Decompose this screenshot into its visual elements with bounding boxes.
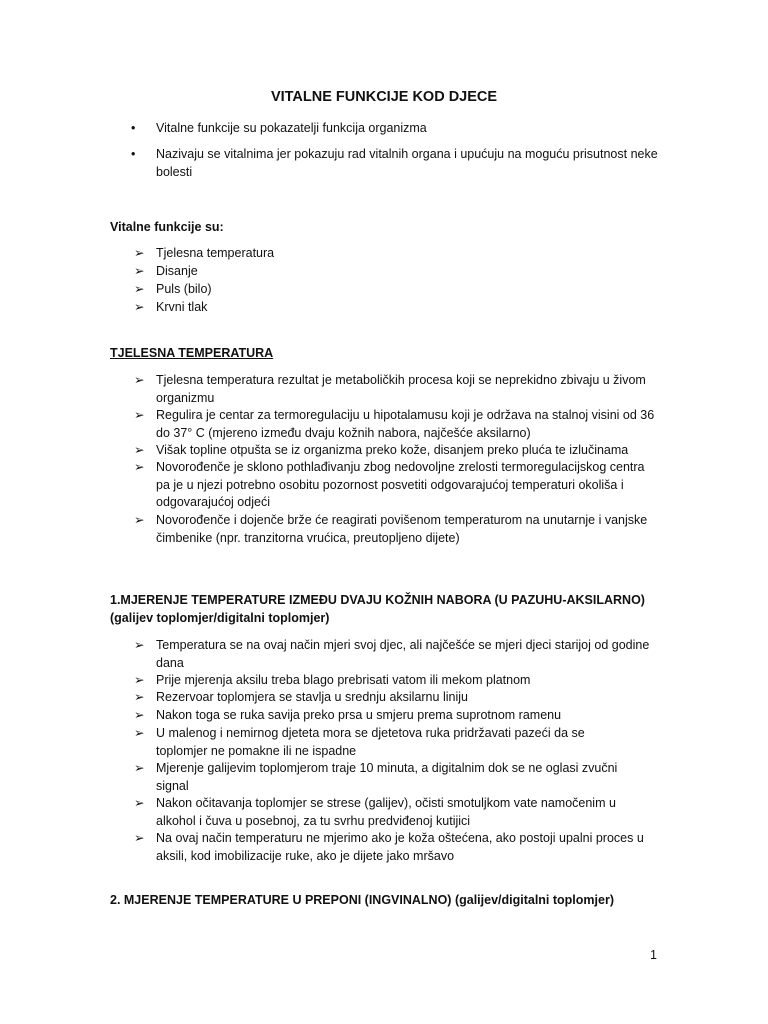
vital-item: Tjelesna temperatura — [156, 246, 275, 260]
temp-item: Tjelesna temperatura rezultat je metaboličkih procesa koji se neprekidno zbivaju u živom organizmu — [156, 373, 646, 405]
section1-item: Na ovaj način temperaturu ne mjerimo ako je koža oštećena, ako postoji upalni proces u aksili, kod imobilizacije ruke, ako je dijete jako mršavo — [156, 831, 644, 863]
vital-item: Disanje — [156, 264, 198, 278]
temp-item: Novorođenče je sklono pothlađivanju zbog nedovoljne zrelosti termoregulacijskog centra pa je u njezi potrebno osobitu pozornost posvetiti odgovarajućoj temperaturi okoliša i odgovarajućoj odjeći — [156, 460, 645, 509]
arrow-bullet-icon: ➢ — [134, 673, 145, 687]
temp-item: Višak topline otpušta se iz organizma preko kože, disanjem preko pluća te izlučinama — [156, 443, 629, 457]
arrow-bullet-icon: ➢ — [134, 264, 145, 278]
arrow-bullet-icon: ➢ — [134, 690, 145, 704]
temp-item: Regulira je centar za termoregulaciju u hipotalamusu koji je održava na stalnoj visini od 36 do 37° C (mjereno između dvaju kožnih nabora, najčešće aksilarno) — [156, 408, 655, 440]
vital-item: Puls (bilo) — [156, 282, 212, 296]
arrow-bullet-icon: ➢ — [134, 373, 145, 387]
section1-item: Prije mjerenja aksilu treba blago prebrisati vatom ili mekom platnom — [156, 673, 531, 687]
section1-heading: 1.MJERENJE TEMPERATURE IZMEĐU DVAJU KOŽNIH NABORA (U PAZUHU-AKSILARNO) — [110, 593, 645, 607]
section1-item: Nakon očitavanja toplomjer se strese (galijev), očisti smotuljkom vate namočenim u alkohol i čuva u posebnoj, za tu svrhu predviđenoj kutijici — [156, 796, 616, 828]
arrow-bullet-icon: ➢ — [134, 300, 145, 314]
arrow-bullet-icon: ➢ — [134, 708, 145, 722]
arrow-bullet-icon: ➢ — [134, 513, 145, 527]
page-title: VITALNE FUNKCIJE KOD DJECE — [270, 89, 498, 105]
intro-bullet-1: Vitalne funkcije su pokazatelji funkcija organizma — [156, 121, 427, 135]
section1-item: Nakon toga se ruka savija preko prsa u smjeru prema suprotnom ramenu — [156, 708, 562, 722]
arrow-bullet-icon: ➢ — [134, 460, 145, 474]
arrow-bullet-icon: ➢ — [134, 282, 145, 296]
section1-item: Rezervoar toplomjera se stavlja u srednju aksilarnu liniju — [156, 690, 468, 704]
section2-heading: 2. MJERENJE TEMPERATURE U PREPONI (INGVINALNO) (galijev/digitalni toplomjer) — [110, 893, 614, 907]
vital-item: Krvni tlak — [156, 300, 208, 314]
intro-bullet-2: Nazivaju se vitalnima jer pokazuju rad vitalnih organa i upućuju na moguću prisutnost neke bolesti — [156, 147, 658, 179]
bullet-dot: • — [131, 147, 136, 161]
bullet-dot: • — [131, 121, 136, 135]
section1-item: Mjerenje galijevim toplomjerom traje 10 minuta, a digitalnim dok se ne oglasi zvučni signal — [156, 761, 618, 793]
page-number: 1 — [650, 948, 657, 962]
section1-subheading: (galijev toplomjer/digitalni toplomjer) — [110, 611, 330, 625]
temp-item: Novorođenče i dojenče brže će reagirati povišenom temperaturom na unutarnje i vanjske čimbenike (npr. tranzitorna vrućica, preutopljeno dijete) — [156, 513, 648, 545]
arrow-bullet-icon: ➢ — [134, 246, 145, 260]
arrow-bullet-icon: ➢ — [134, 638, 145, 652]
arrow-bullet-icon: ➢ — [134, 726, 145, 740]
arrow-bullet-icon: ➢ — [134, 831, 145, 845]
arrow-bullet-icon: ➢ — [134, 796, 145, 810]
section1-item: U malenog i nemirnog djeteta mora se djetetova ruka pridržavati pazeći da se toplomjer ne pomakne ili ne ispadne — [156, 726, 585, 758]
temp-heading: TJELESNA TEMPERATURA — [110, 346, 274, 360]
arrow-bullet-icon: ➢ — [134, 761, 145, 775]
arrow-bullet-icon: ➢ — [134, 443, 145, 457]
arrow-bullet-icon: ➢ — [134, 408, 145, 422]
vital-heading: Vitalne funkcije su: — [110, 220, 224, 234]
section1-item: Temperatura se na ovaj način mjeri svoj djec, ali najčešće se mjeri djeci starijoj od godine dana — [156, 638, 650, 670]
